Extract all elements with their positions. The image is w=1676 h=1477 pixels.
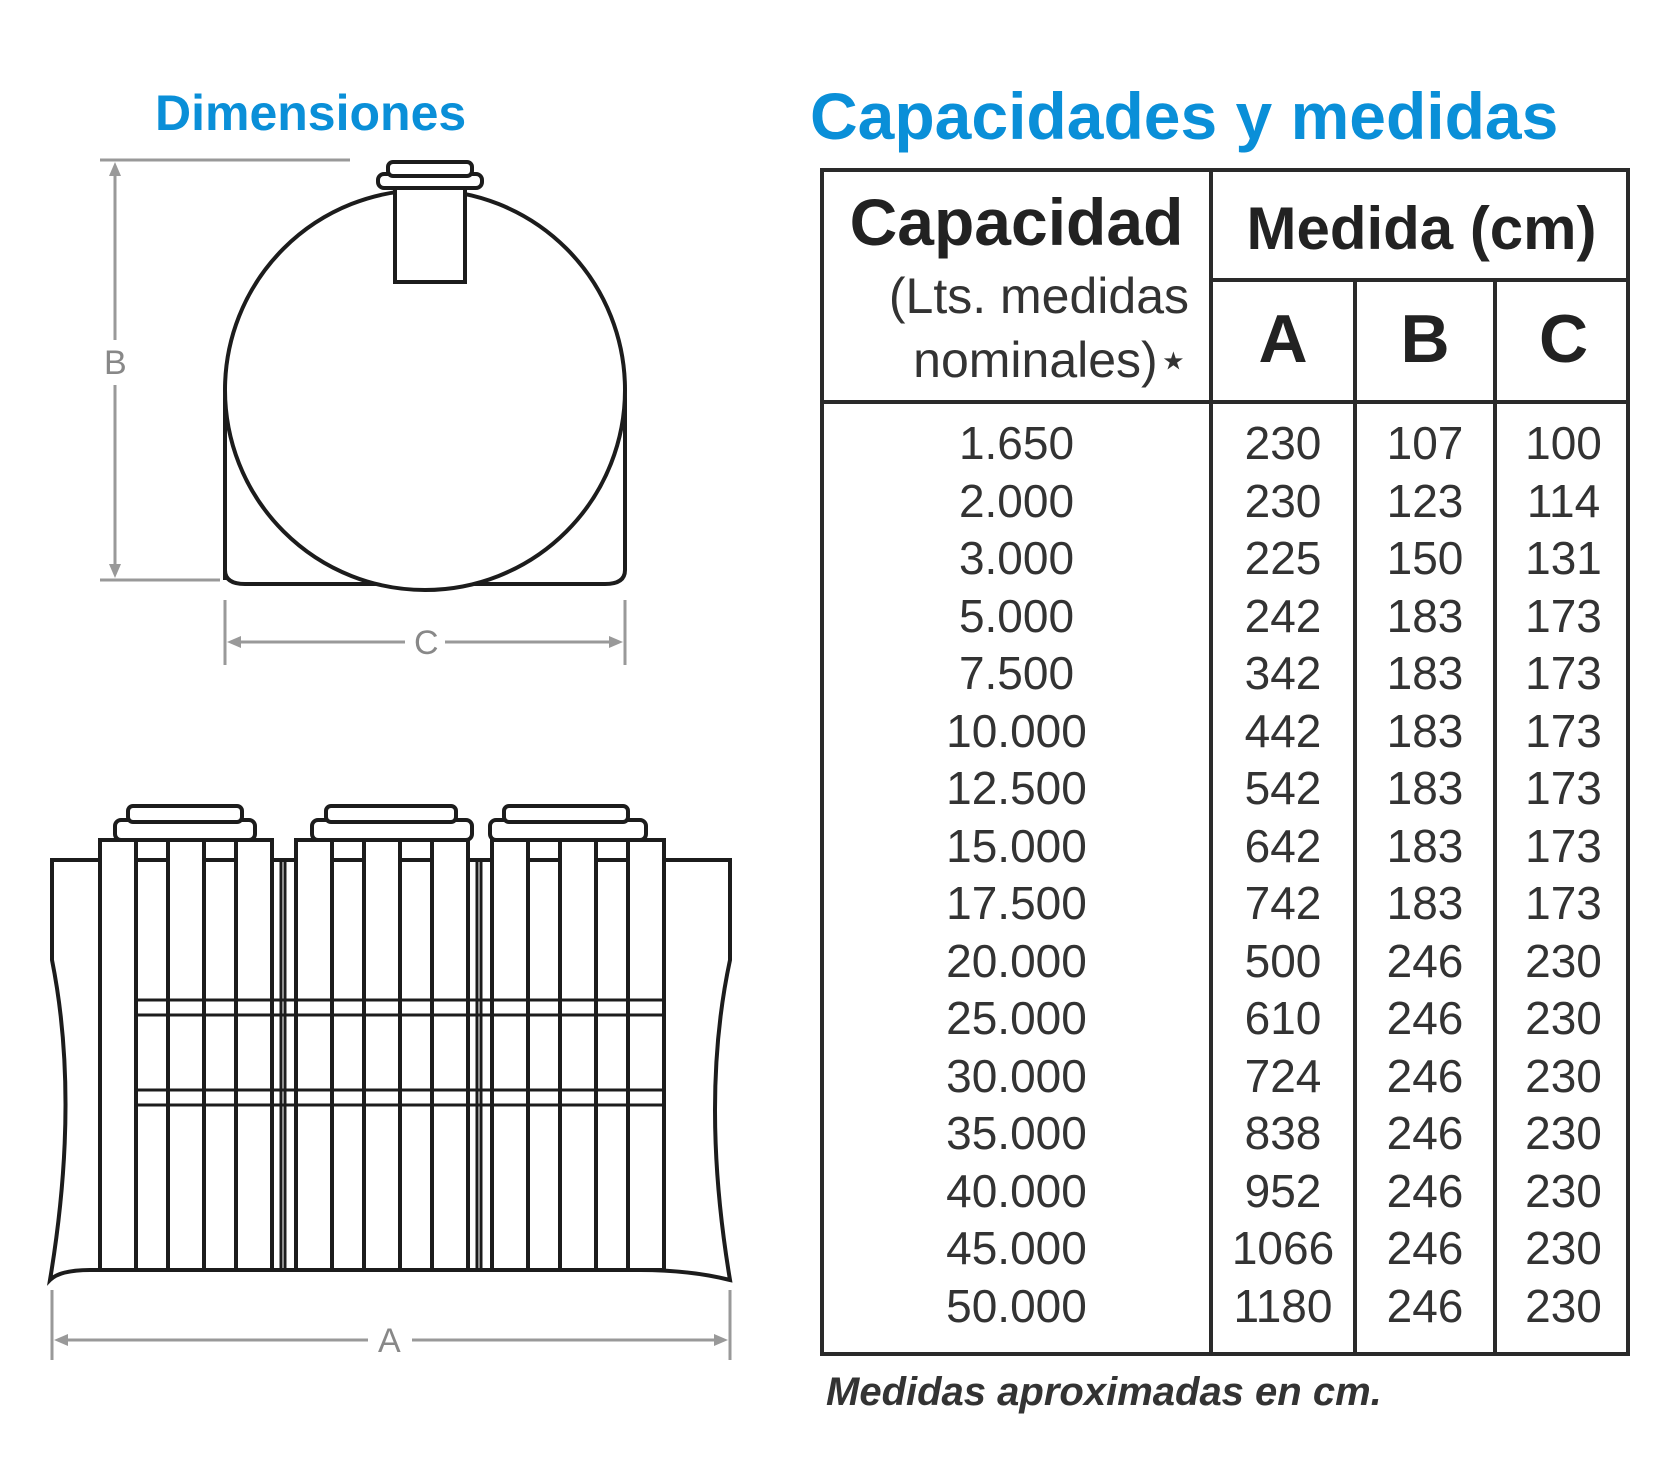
table-row — [824, 1215, 1626, 1273]
measure-c-cell: 230 — [1525, 992, 1602, 1044]
table-row — [824, 410, 1626, 468]
measure-a-cell: 642 — [1244, 819, 1322, 872]
tank-side-view-drawing — [40, 800, 760, 1380]
measure-c-cell: 230 — [1525, 1107, 1602, 1159]
measure-b-cell: 183 — [1386, 819, 1464, 872]
table-row — [824, 755, 1626, 813]
tank-front-view-drawing — [100, 160, 660, 720]
measure-a-cell: 742 — [1244, 877, 1322, 929]
capacity-cell: 15.000 — [946, 819, 1087, 872]
measure-a-cell: 500 — [1244, 934, 1322, 987]
measure-a-cell: 230 — [1244, 474, 1322, 527]
measure-c-cell: 173 — [1525, 877, 1602, 929]
measure-c-cell: 173 — [1525, 819, 1602, 872]
dimension-c-label: C — [414, 624, 439, 662]
table-body — [824, 410, 1626, 1330]
measure-c-cell: 230 — [1525, 934, 1602, 987]
measure-b-cell: 246 — [1386, 992, 1464, 1044]
table-row — [824, 1100, 1626, 1158]
measure-a-cell: 225 — [1244, 532, 1322, 584]
measure-b-cell: 183 — [1386, 589, 1464, 642]
measure-a-cell: 838 — [1244, 1107, 1322, 1159]
column-b-header: B — [1400, 301, 1450, 377]
table-row — [824, 870, 1626, 928]
measure-c-cell: 173 — [1525, 589, 1602, 642]
capacity-cell: 1.650 — [958, 417, 1075, 469]
measure-a-cell: 342 — [1244, 647, 1322, 699]
measure-c-cell: 230 — [1525, 1164, 1602, 1217]
capacity-cell: 5.000 — [958, 589, 1075, 642]
measure-c-cell: 114 — [1526, 474, 1601, 527]
header-bottom-rule — [824, 400, 1626, 404]
measure-c-cell: 173 — [1525, 647, 1602, 699]
capacity-header: Capacidad — [849, 185, 1184, 259]
measure-a-cell: 542 — [1244, 762, 1322, 814]
dimensions-title: Dimensiones — [155, 85, 467, 141]
measure-b-cell: 150 — [1386, 532, 1464, 584]
table-row — [824, 640, 1626, 698]
capacity-cell: 10.000 — [946, 704, 1087, 757]
capacity-cell: 40.000 — [946, 1164, 1087, 1217]
measure-a-cell: 610 — [1244, 992, 1322, 1044]
capacities-title: Capacidades y medidas — [810, 79, 1559, 153]
measure-a-cell: 952 — [1244, 1164, 1322, 1217]
tank-ribs — [100, 840, 664, 1270]
measure-b-cell: 246 — [1386, 1222, 1464, 1274]
measure-c-cell: 173 — [1525, 762, 1602, 814]
tank-front-body — [225, 162, 625, 590]
measure-a-cell: 230 — [1244, 417, 1322, 469]
measure-b-cell: 183 — [1386, 704, 1464, 757]
capacity-cell: 35.000 — [946, 1107, 1087, 1159]
column-c-header: C — [1538, 301, 1589, 377]
capacity-header-note: (Lts. medidas nominales)⋆ — [888, 268, 1189, 388]
measure-b-cell: 183 — [1386, 877, 1464, 929]
measure-a-cell: 1066 — [1231, 1222, 1335, 1274]
footnote: Medidas aproximadas en cm. — [826, 1370, 1382, 1414]
measure-c-cell: 230 — [1525, 1049, 1602, 1102]
capacity-cell: 20.000 — [946, 934, 1087, 987]
capacity-cell: 2.000 — [958, 474, 1075, 527]
capacity-cell: 45.000 — [946, 1222, 1087, 1274]
capacity-cell: 25.000 — [946, 992, 1087, 1044]
measure-b-cell: 246 — [1386, 1164, 1464, 1217]
measure-c-cell: 230 — [1525, 1279, 1602, 1332]
column-a-header: A — [1258, 301, 1308, 377]
table-row — [824, 1273, 1626, 1331]
measure-a-cell: 242 — [1244, 589, 1322, 642]
table-row — [824, 813, 1626, 871]
measure-c-cell: 230 — [1525, 1222, 1602, 1274]
measure-b-cell: 107 — [1386, 417, 1464, 469]
capacity-cell: 3.000 — [958, 532, 1075, 584]
capacity-cell: 7.500 — [958, 647, 1075, 699]
measure-b-cell: 246 — [1386, 1107, 1464, 1159]
measure-b-cell: 123 — [1386, 474, 1464, 527]
table-row — [824, 985, 1626, 1043]
measure-a-cell: 1180 — [1233, 1279, 1333, 1332]
table-row — [824, 468, 1626, 526]
capacity-cell: 30.000 — [946, 1049, 1087, 1102]
capacity-cell: 50.000 — [946, 1279, 1087, 1332]
measure-b-cell: 246 — [1386, 934, 1464, 987]
measure-b-cell: 183 — [1386, 762, 1464, 814]
table-row — [824, 525, 1626, 583]
header-divider — [1213, 278, 1626, 282]
measure-b-cell: 246 — [1386, 1049, 1464, 1102]
measure-b-cell: 183 — [1386, 647, 1464, 699]
table-row — [824, 1043, 1626, 1101]
dimension-b-label: B — [104, 344, 127, 382]
tank-lids — [115, 806, 646, 840]
measure-c-cell: 131 — [1525, 532, 1602, 584]
measure-c-cell: 100 — [1525, 417, 1602, 469]
table-row — [824, 698, 1626, 756]
measure-b-cell: 246 — [1386, 1279, 1464, 1332]
capacity-cell: 17.500 — [946, 877, 1087, 929]
table-row — [824, 583, 1626, 641]
measure-c-cell: 173 — [1525, 704, 1602, 757]
capacity-cell: 12.500 — [946, 762, 1087, 814]
table-row — [824, 1158, 1626, 1216]
dimension-a-label: A — [378, 1322, 401, 1360]
measure-a-cell: 724 — [1244, 1049, 1322, 1102]
measure-a-cell: 442 — [1244, 704, 1322, 757]
measure-header: Medida (cm) — [1246, 195, 1597, 262]
table-row — [824, 928, 1626, 986]
capacity-table — [820, 168, 1630, 1356]
